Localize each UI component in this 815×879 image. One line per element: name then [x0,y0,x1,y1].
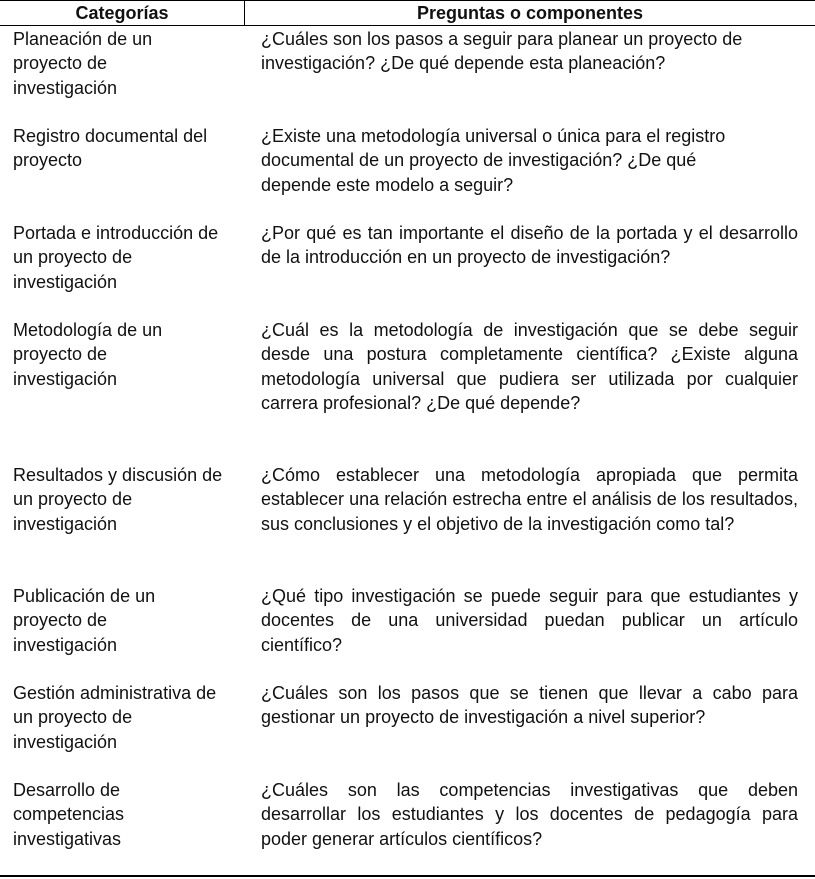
category-cell: Portada e introducción de un proyecto de investigación [13,223,219,292]
category-cell: Registro documental del proyecto [13,126,208,171]
question-cell: ¿Cuáles son los pasos a seguir para planear un proyecto de investigación? ¿De qué depende esta planeación? [261,29,743,74]
category-cell: Desarrollo de competencias investigativas [13,780,125,849]
question-cell: ¿Existe una metodología universal o única para el registro documental de un proyecto de investigación? ¿De qué depende este modelo a seguir? [261,126,726,195]
header-questions: Preguntas o componentes [416,3,644,23]
category-cell: Metodología de un proyecto de investigación [13,320,163,389]
table-bottom-rule [0,875,815,877]
question-cell: ¿Por qué es tan importante el diseño de la portada y el desarrollo de la introducción en un proyecto de investigación? [261,223,798,268]
question-cell: ¿Cuál es la metodología de investigación que se debe seguir desde una postura completamente científica? ¿Existe alguna metodología universal que pudiera ser utilizada por cualquier carrera profesional? ¿De qué depende? [261,320,798,413]
table-top-rule [0,0,815,1]
category-cell: Gestión administrativa de un proyecto de investigación [13,683,217,752]
category-cell: Planeación de un proyecto de investigación [13,29,153,98]
header-categories: Categorías [75,3,169,23]
question-cell: ¿Cuáles son las competencias investigativas que deben desarrollar los estudiantes y los docentes de pedagogía para poder generar artículos científicos? [261,780,798,849]
category-cell: Publicación de un proyecto de investigación [13,586,156,655]
header-rule [0,25,815,26]
category-cell: Resultados y discusión de un proyecto de investigación [13,465,223,534]
question-cell: ¿Cómo establecer una metodología apropiada que permita establecer una relación estrecha entre el análisis de los resultados, sus conclusiones y el objetivo de la investigación como tal? [261,465,798,534]
question-cell: ¿Cuáles son los pasos que se tienen que llevar a cabo para gestionar un proyecto de investigación a nivel superior? [261,683,798,728]
question-cell: ¿Qué tipo investigación se puede seguir para que estudiantes y docentes de una universidad puedan publicar un artículo científico? [261,586,798,655]
